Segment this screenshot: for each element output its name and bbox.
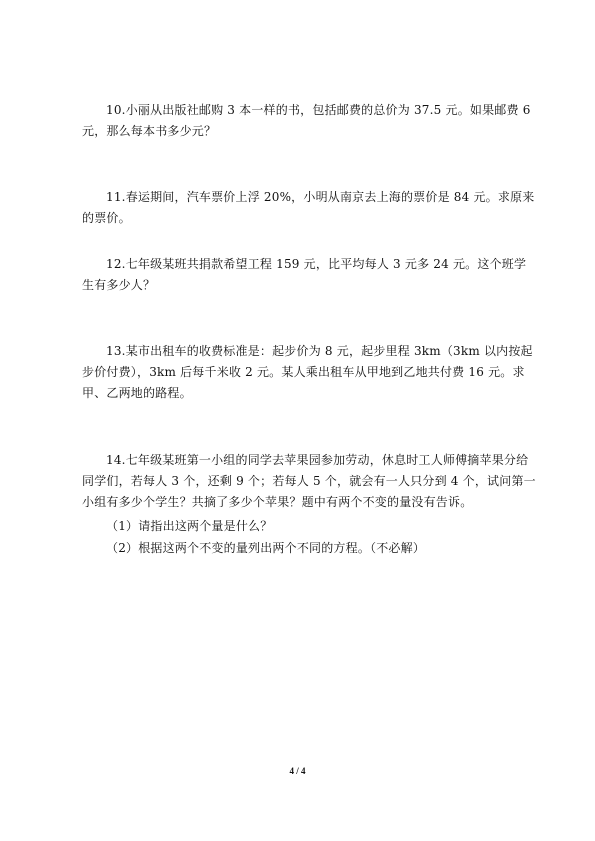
page-number: 4 / 4 xyxy=(289,766,306,776)
problem-number: 11. xyxy=(106,190,126,204)
problem-14 xyxy=(82,450,537,513)
sub-question-2: （2）根据这两个不变的量列出两个不同的方程。（不必解） xyxy=(106,541,426,555)
problem-10 xyxy=(82,100,537,142)
problem-11 xyxy=(82,187,537,229)
problem-12 xyxy=(82,254,537,296)
problem-text: 春运期间，汽车票价上浮 20%，小明从南京去上海的票价是 84 元。求原来的票价。 xyxy=(82,190,535,225)
problem-text: 七年级某班第一小组的同学去苹果园参加劳动，休息时工人师傅摘苹果分给同学们，若每人 3 个，还剩 9 个；若每人 5 个，就会有一人只分到 4 个，试问第一小组有多少个学生？共摘了多少个苹果？题中有两个不变的量没有告诉。 xyxy=(82,453,536,509)
problem-text: 小丽从出版社邮购 3 本一样的书，包括邮费的总价为 37.5 元。如果邮费 6 元，那么每本书多少元？ xyxy=(82,103,531,138)
sub-question-1: （1）请指出这两个量是什么？ xyxy=(106,519,273,533)
problem-number: 12. xyxy=(106,257,126,271)
problem-number: 10. xyxy=(106,103,126,117)
problem-number: 14. xyxy=(106,453,126,467)
problem-13 xyxy=(82,341,537,404)
problem-text: 某市出租车的收费标准是：起步价为 8 元，起步里程 3km（3km 以内按起步价付费），3km 后每千米收 2 元。某人乘出租车从甲地到乙地共付费 16 元。求甲、乙两地的路程。 xyxy=(82,344,533,400)
problem-text: 七年级某班共捐款希望工程 159 元，比平均每人 3 元多 24 元。这个班学生有多少人？ xyxy=(82,257,527,292)
problem-number: 13. xyxy=(106,344,126,358)
